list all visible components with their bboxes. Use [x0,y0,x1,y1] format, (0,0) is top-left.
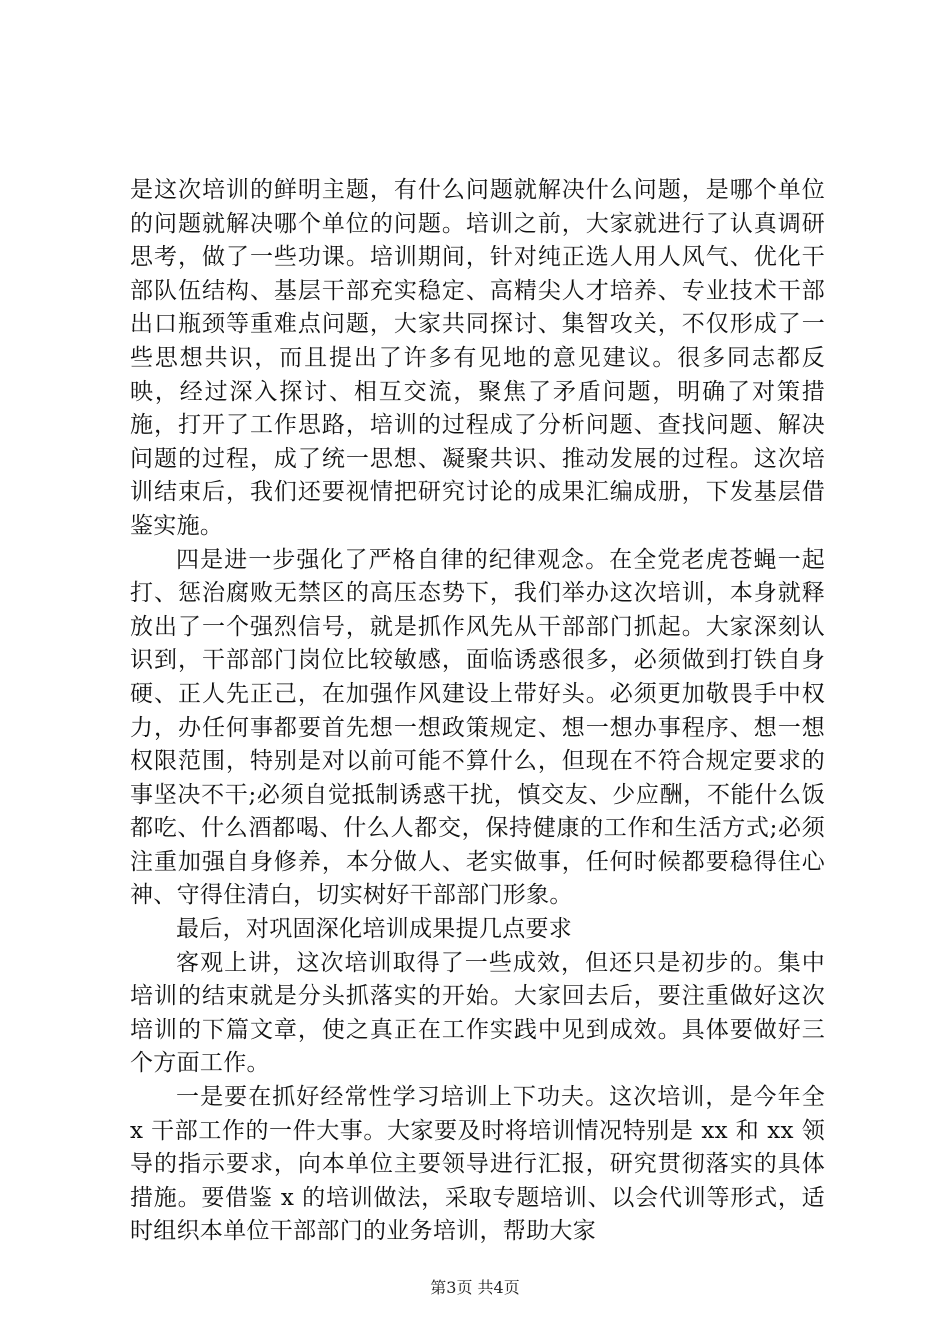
paragraph-5: 一是要在抓好经常性学习培训上下功夫。这次培训，是今年全 x 干部工作的一件大事。大家要及时将培训情况特别是 xx 和 xx 领导的指示要求，向本单位主要领导进行汇报，研究贯彻落实的具体措施。要借鉴 x 的培训做法，采取专题培训、以会代训等形式，适时组织本单位干部部门的业务培训，帮助大家 [130,1084,825,1245]
paragraph-3-heading: 最后，对巩固深化培训成果提几点要求 [176,916,573,943]
paragraph-1: 是这次培训的鲜明主题，有什么问题就解决什么问题，是哪个单位的问题就解决哪个单位的问题。培训之前，大家就进行了认真调研思考，做了一些功课。培训期间，针对纯正选人用人风气、优化干部队伍结构、基层干部充实稳定、高精尖人才培养、专业技术干部出口瓶颈等重难点问题，大家共同探讨、集智攻关，不仅形成了一些思想共识，而且提出了许多有见地的意见建议。很多同志都反映，经过深入探讨、相互交流，聚焦了矛盾问题，明确了对策措施，打开了工作思路，培训的过程成了分析问题、查找问题、解决问题的过程，成了统一思想、凝聚共识、推动发展的过程。这次培训结束后，我们还要视情把研究讨论的成果汇编成册，下发基层借鉴实施。 [130,177,825,539]
document-body [130,174,825,1249]
page-footer: 第3页 共4页 [430,1278,520,1297]
paragraph-4: 客观上讲，这次培训取得了一些成效，但还只是初步的。集中培训的结束就是分头抓落实的开始。大家回去后，要注重做好这次培训的下篇文章，使之真正在工作实践中见到成效。具体要做好三个方面工作。 [130,949,825,1077]
paragraph-2: 四是进一步强化了严格自律的纪律观念。在全党老虎苍蝇一起打、惩治腐败无禁区的高压态势下，我们举办这次培训，本身就释放出了一个强烈信号，就是抓作风先从干部部门抓起。大家深刻认识到，干部部门岗位比较敏感，面临诱惑很多，必须做到打铁自身硬、正人先正己，在加强作风建设上带好头。必须更加敬畏手中权力，办任何事都要首先想一想政策规定、想一想办事程序、想一想权限范围，特别是对以前可能不算什么，但现在不符合规定要求的事坚决不干;必须自觉抵制诱惑干扰，慎交友、少应酬，不能什么饭都吃、什么酒都喝、什么人都交，保持健康的工作和生活方式;必须注重加强自身修养，本分做人、老实做事，任何时候都要稳得住心神、守得住清白，切实树好干部部门形象。 [130,546,825,909]
